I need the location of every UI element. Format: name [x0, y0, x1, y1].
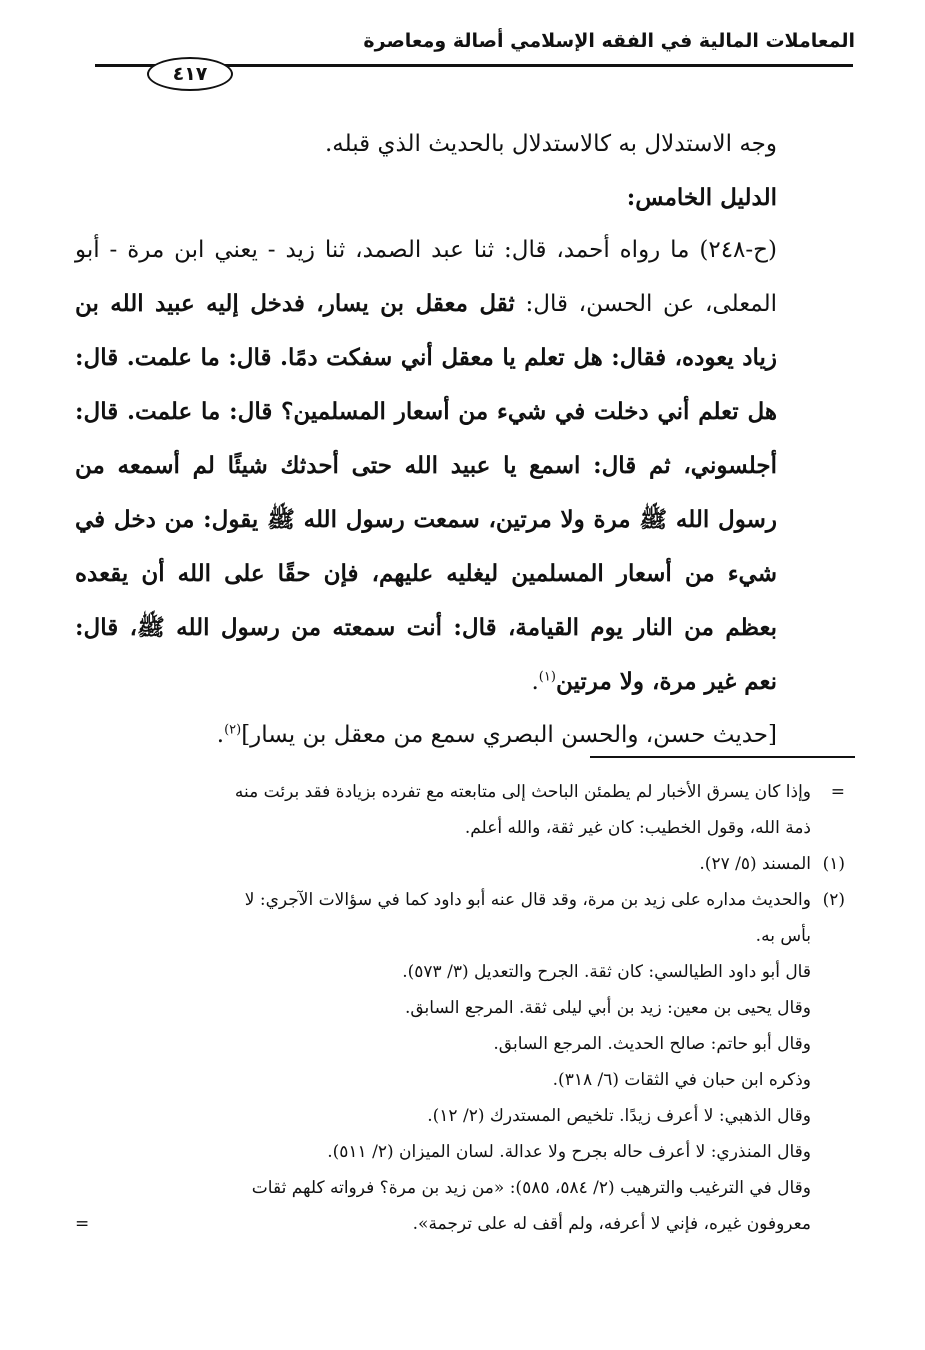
hadith-text: ثقل معقل بن يسار، فدخل إليه عبيد الله بن زياد يعوده، فقال: هل تعلم يا معقل أني سفكت دمًا. قال: ما علمت. قال: هل تعلم أني دخلت في شيء من أسعار المسلمين؟ قال: ما علمت. قال: أجلسوني، ثم قال: اسمع يا عبيد الله حتى أحدثك شيئًا لم أسمعه من رسول الله ﷺ مرة ولا مرتين، سمعت رسول الله ﷺ يقول: من دخل في شيء من أسعار المسلمين ليغليه عليهم، فإن حقًا على الله أن يقعده بعظم من النار يوم القيامة، قال: أنت سمعته من رسول الله ﷺ، قال: نعم غير مرة، ولا مرتين — [75, 290, 777, 695]
hadith-end: . — [531, 669, 539, 695]
footnote-line: ذمة الله، وقول الخطيب: كان غير ثقة، والله أعلم. — [464, 818, 811, 838]
footnote-continuation — [75, 774, 845, 810]
footnote-line: معروفون غيره، فإني لا أعرفه، ولم أقف له على ترجمة». — [412, 1214, 811, 1234]
footnote-1-text: المسند (٥/ ٢٧). — [699, 854, 811, 874]
hadith-chain: (ح-٢٤٨) ما رواه أحمد، قال: ثنا عبد الصمد، ثنا زيد - يعني ابن مرة - أبو المعلى، عن الحسن، قال: — [75, 237, 777, 317]
running-header-title: المعاملات المالية في الفقه الإسلامي أصالة ومعاصرة — [363, 30, 855, 52]
footnote-1-mark: (١) — [822, 854, 845, 874]
footnote-2 — [75, 882, 845, 918]
footnote-2-item: قال أبو داود الطيالسي: كان ثقة. الجرح والتعديل (٣/ ٥٧٣). — [402, 962, 811, 982]
footnote-line: وإذا كان يسرق الأخبار لم يطمئن الباحث إلى متابعته مع تفرده بزيادة فقد برئت منه — [234, 782, 811, 802]
footnote-1 — [75, 846, 845, 882]
footnote-2-item: وقال الذهبي: لا أعرف زيدًا. تلخيص المستدرك (٢/ ١٢). — [427, 1106, 811, 1126]
footnote-line: بأس به. — [755, 926, 811, 946]
main-text — [75, 118, 825, 762]
footnote-ref-1: (١) — [538, 669, 556, 685]
grading-paragraph — [75, 709, 825, 762]
footnote-2-last-line — [75, 1206, 845, 1242]
grading-end: . — [216, 722, 225, 748]
section-heading: الدليل الخامس: — [626, 184, 777, 211]
footnote-2-item: وذكره ابن حبان في الثقات (٦/ ٣١٨). — [552, 1070, 811, 1090]
grading-text: [حديث حسن، والحسن البصري سمع من معقل بن يسار] — [241, 722, 777, 748]
footnotes-section — [75, 774, 845, 1242]
footnote-separator — [590, 756, 855, 758]
footnote-line: والحديث مداره على زيد بن مرة، وقد قال عنه أبو داود كما في سؤالات الآجري: لا — [244, 890, 811, 910]
paragraph-inference: وجه الاستدلال به كالاستدلال بالحديث الذي قبله. — [324, 131, 777, 157]
footnote-2-mark: (٢) — [822, 890, 845, 910]
footnote-2-item: وقال المنذري: لا أعرف حاله بجرح ولا عدالة. لسان الميزان (٢/ ٥١١). — [327, 1142, 811, 1162]
page-number-badge: ٤١٧ — [147, 57, 233, 91]
footnote-2-item: وقال في الترغيب والترهيب (٢/ ٥٨٤، ٥٨٥): «من زيد بن مرة؟ فرواته كلهم ثقات — [251, 1178, 811, 1198]
footnote-ref-2: (٢) — [224, 722, 242, 738]
footnote-2-item: وقال أبو حاتم: صالح الحديث. المرجع السابق. — [493, 1034, 811, 1054]
hadith-paragraph — [75, 224, 825, 709]
continuation-mark: = — [830, 782, 845, 802]
footnote-2-item: وقال يحيى بن معين: زيد بن أبي ليلى ثقة. المرجع السابق. — [404, 998, 811, 1018]
continue-mark: = — [75, 1214, 90, 1234]
